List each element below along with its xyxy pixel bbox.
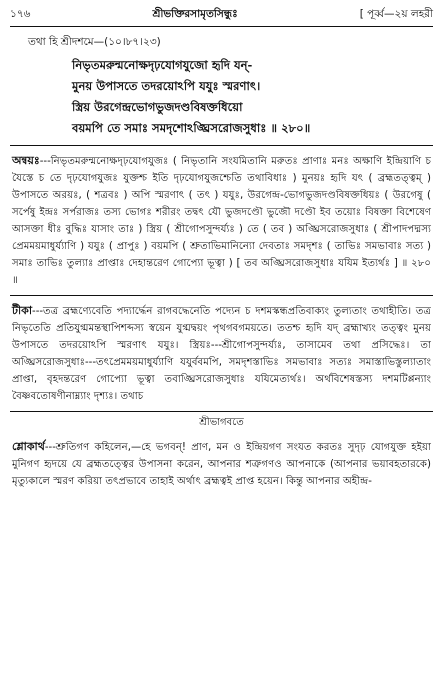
- tika-section: [12, 302, 431, 405]
- verse-line: স্ত্রিয় উরগেন্দ্রভোগভুজদণ্ডবিষক্তধিয়ো: [72, 100, 243, 114]
- anvaya-section: [12, 152, 431, 289]
- verse-line: বয়মপি তে সমাঃ সমদৃশোঽঙ্ঘ্রিসরোজসুধাঃ ॥ ২৮০॥: [72, 121, 311, 135]
- tika-text: ---তত্র ব্রহ্মণ্যেবেতি পদ্যার্দ্ধেন রাগবদ্ধেনেতি পদ্যেন চ দশমস্কন্ধপ্রতিবাক্যং তুল্যতাং তথাহীতি। তত্র নিভৃতেতি প্রতিযুগ্মমন্তস্থাপিশব্দস্য স্বয়েন যুগ্মদ্বয়ং পৃথগবগময়তে। ততশ্চ হৃদি যদ্ ব্রহ্মাখ্যং তত্ত্বং মুনয় উপাসতে তদরয়োঽপি স্মরণাৎ যযুঃ। স্ত্রিয়ঃ---শ্রীগোপসুন্দর্য্যঃ, তাসামেব তথা প্রসিদ্ধেঃ। তা অঙ্ঘ্রিসরোজসুধাঃ---তৎপ্রেমময়মাধুর্য্যাণি যযুর্ববমপি, সমদৃশস্তাভিঃ সমভাবাঃ সত্যঃ সমাস্তাভিস্তুল্যাতাং প্রাপ্তা, বৃহদন্তরেণ গোপ্যো ভূত্বা তবাঙ্ঘ্রিসরোজসুধাঃ যযিমেত্যর্থঃ। অর্থবিশেষস্তস্য দশমটিপ্পন্যাং বৈষ্ণবতোষণীনাম্ন্যাং দৃশ্যঃ। তথাচ: [12, 306, 431, 402]
- verse-intro: তথা হি শ্রীদশমে—(১০।৮৭।২৩): [28, 36, 161, 48]
- verse-line: নিভৃতমরুন্মনোক্ষদৃঢ়যোগযুজো হৃদি যন্-: [72, 58, 253, 72]
- translation-section: [12, 438, 431, 490]
- divider: [10, 295, 433, 296]
- page-header: [10, 6, 433, 24]
- subheading: শ্রীভাগবতে: [199, 417, 244, 428]
- anvaya-label: অন্বয়ঃ: [12, 154, 40, 167]
- header-rule: [10, 26, 433, 27]
- verse-line: মুনয় উপাসতে তদরয়োঽপি যযুঃ স্মরণাৎ।: [72, 79, 261, 93]
- translation-text: ---শ্রুতিগণ কহিলেন,—হে ভগবন্! প্রাণ, মন ও ইন্দ্রিয়গণ সংযত করতঃ সুদৃঢ় যোগযুক্ত হইয়া মুনিগণ হৃদয়ে যে ব্রহ্মতত্ত্বের উপাসনা করেন, আপনার শত্রুগণও আপনাকে (আপনার ভয়াবহতারকে) মৃত্যুকালে স্মরণ করিয়া তৎপ্রভাবে তাহাই অর্থাৎ ব্রহ্মত্বই প্রাপ্ত হয়েন। কিন্তু আপনার অহীন্দ্র-: [12, 442, 431, 487]
- verse: [72, 55, 433, 139]
- divider: [10, 411, 433, 412]
- divider: [10, 145, 433, 146]
- section-label: [ পূর্ব্ব—২য় লহরী: [359, 8, 433, 20]
- translation-label: শ্লোকার্থ: [12, 440, 45, 453]
- page-number: ১৭৬: [10, 8, 31, 20]
- anvaya-text: ---নিভৃতমরুন্মনোক্ষদৃঢ়যোগযুজঃ ( নিভৃতানি সংযমিতানি মরুতঃ প্রাণাঃ মনঃ অক্ষাণি ইন্দ্রিয়াণি চ যৈস্তে চ তে দৃঢ়যোগযুজঃ যুক্তশ্চ ইতি দৃঢ়যোগযুজশ্চেতি তথাবিধাঃ ) মুনয়ঃ হৃদি যৎ ( ব্রহ্মতত্ত্বম্ ) উপাসতে অরয়ঃ, ( শত্রবঃ ) অপি স্মরণাৎ ( তৎ ) যযুঃ, উরগেন্দ্র-ভোগভুজদণ্ডবিষক্তধিয়ঃ ( উরগেষু ( সর্পেষু ইন্দ্রঃ সর্পরাজঃ তস্য ভোগঃ শরীরং তদ্বৎ যৌ ভুজদণ্ডৌ ভুজৌ দণ্ডৌ ইব তয়োঃ বিষক্তা বিশেষেণ আসক্তা ধীঃ বুদ্ধিঃ যাসাং তাঃ ) স্ত্রিয় ( শ্রীগোপসুন্দর্য্যঃ ) তে ( তব ) অঙ্ঘ্রিসরোজসুধাঃ ( শ্রীপাদপদ্মস্য প্রেমময়মাধুর্য্যাণি ) যযুঃ ( প্রাপুঃ ) বয়মপি ( শ্রুতাভিমানিন্যো দেবতাঃ সমদৃশঃ ( তাভিঃ সমভাবাঃ সত্য ) সমাঃ তাভিঃ তুল্যাঃ প্রাপ্তাঃ দেহান্তরেণ গোপ্যো ভূত্বা ) [ তব অঙ্ঘ্রিসরোজসুধাঃ যযিম ইত্যর্থঃ ] ॥ ২৮০ ॥: [12, 156, 431, 286]
- tika-label: টীকা: [12, 304, 33, 317]
- book-title: শ্রীভক্তিরসামৃতসিন্ধুঃ: [152, 8, 238, 20]
